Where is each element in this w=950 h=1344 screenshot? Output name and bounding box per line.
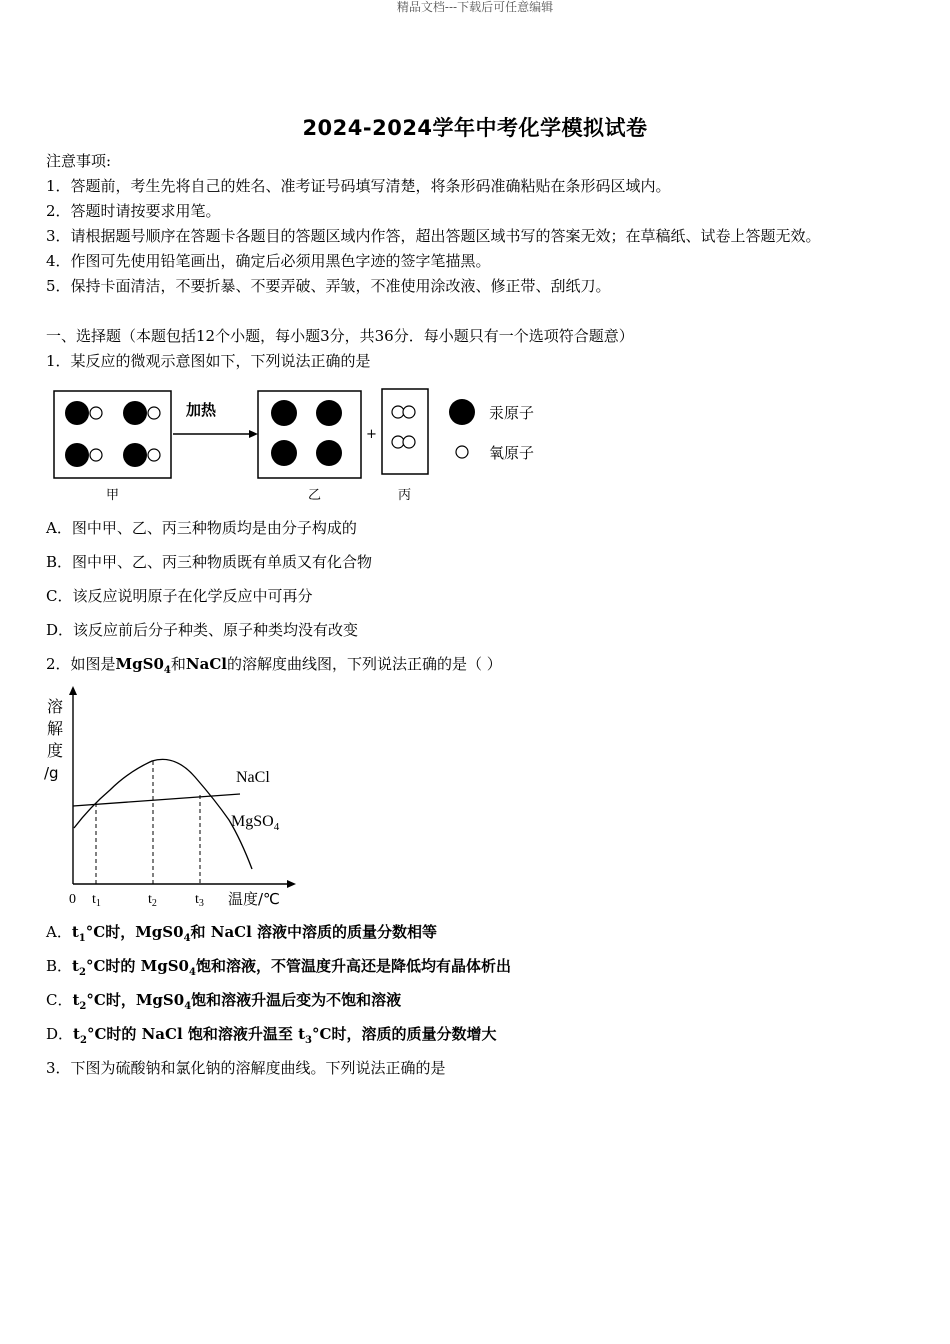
x-axis-label: 温度/℃ bbox=[228, 890, 280, 908]
hgo-molecule bbox=[123, 401, 160, 425]
hg-atom bbox=[271, 440, 297, 466]
reaction-diagram bbox=[46, 383, 566, 508]
mgso4-label: MgSO bbox=[231, 813, 274, 830]
plus-sign: + bbox=[366, 427, 377, 442]
hgo-molecule bbox=[65, 401, 102, 425]
option-t: t bbox=[73, 1025, 80, 1043]
option-text-a: °C时的 NaCl 饱和溶液升温至 t bbox=[86, 1025, 306, 1043]
option-text-b: 饱和溶液，不管温度升高还是降低均有晶体析出 bbox=[195, 957, 511, 975]
option-t-sub: 2 bbox=[78, 967, 86, 978]
hgo-molecule bbox=[65, 443, 102, 467]
y-axis-arrow bbox=[69, 686, 77, 695]
option-t: t bbox=[72, 991, 80, 1009]
option-text-b: 饱和溶液升温后变为不饱和溶液 bbox=[191, 991, 402, 1009]
hgo-molecule bbox=[123, 443, 160, 467]
nacl-label: NaCl bbox=[236, 769, 270, 786]
page-title: 2024-2024学年中考化学模拟试卷 bbox=[302, 116, 648, 140]
x-tick-t3: t bbox=[195, 892, 199, 907]
question-1-stem: 1．某反应的微观示意图如下，下列说法正确的是 bbox=[46, 352, 371, 370]
notice-item-4: 4．作图可先使用铅笔画出，确定后必须用黑色字迹的签字笔描黑。 bbox=[46, 252, 491, 270]
option-text-b: 和 NaCl 溶液中溶质的质量分数相等 bbox=[190, 923, 438, 941]
box-yi bbox=[258, 391, 361, 478]
x-axis-arrow bbox=[287, 880, 296, 888]
q1-option-c: C．该反应说明原子在化学反应中可再分 bbox=[46, 587, 313, 605]
q2-option-b bbox=[46, 957, 511, 982]
x-tick-t1-sub: 1 bbox=[95, 898, 101, 909]
q2-stem-sub: 4 bbox=[163, 665, 171, 676]
o2-molecule bbox=[392, 436, 415, 448]
option-sub2: 4 bbox=[184, 1001, 192, 1012]
box-bing bbox=[382, 389, 428, 474]
svg-text:MgSO4 bbox=[231, 813, 280, 833]
notice-item-1: 1．答题前，考生先将自己的姓名、准考证号码填写清楚，将条形码准确粘贴在条形码区域内。 bbox=[46, 177, 671, 195]
y-label-char: 度 bbox=[47, 741, 64, 760]
label-jia: 甲 bbox=[106, 488, 120, 503]
label-bing: 丙 bbox=[398, 488, 412, 503]
label-yi: 乙 bbox=[308, 488, 322, 503]
hg-atom bbox=[316, 400, 342, 426]
q1-option-a: A．图中甲、乙、丙三种物质均是由分子构成的 bbox=[46, 519, 357, 537]
q2-option-d bbox=[46, 1025, 496, 1050]
option-sub2: 3 bbox=[305, 1035, 313, 1046]
option-t-sub: 1 bbox=[78, 933, 86, 944]
x-tick-t2: t bbox=[148, 892, 152, 907]
x-tick-t1: t bbox=[92, 892, 96, 907]
section-1-heading: 一、选择题（本题包括12个小题，每小题3分，共36分．每小题只有一个选项符合题意） bbox=[46, 327, 634, 345]
q1-option-b: B．图中甲、乙、丙三种物质既有单质又有化合物 bbox=[46, 553, 373, 571]
legend-o-label: 氧原子 bbox=[489, 444, 535, 462]
x-origin-label: 0 bbox=[69, 892, 76, 907]
option-text-a: °C时的 MgS0 bbox=[85, 957, 189, 975]
option-text-a: °C时，MgS0 bbox=[85, 923, 184, 941]
q2-option-a bbox=[46, 923, 437, 948]
legend-o-symbol bbox=[456, 446, 468, 458]
option-letter: B． bbox=[46, 957, 73, 975]
x-tick-t3-sub: 3 bbox=[198, 898, 204, 909]
y-label-char: 解 bbox=[47, 719, 64, 738]
notice-heading: 注意事项: bbox=[46, 152, 112, 170]
option-sub2: 4 bbox=[188, 967, 196, 978]
option-letter: D． bbox=[46, 1025, 74, 1043]
o2-molecule bbox=[392, 406, 415, 418]
solubility-chart bbox=[40, 682, 310, 912]
y-label-char: 溶 bbox=[47, 697, 64, 716]
option-t-sub: 2 bbox=[79, 1035, 87, 1046]
option-letter: A． bbox=[46, 923, 72, 941]
option-text-b: °C时，溶质的质量分数增大 bbox=[312, 1025, 497, 1043]
arrow-label: 加热 bbox=[186, 401, 217, 419]
mgso4-label-sub: 4 bbox=[273, 821, 280, 833]
q2-stem-prefix: 2．如图是 bbox=[46, 655, 116, 673]
legend-hg-label: 汞原子 bbox=[489, 404, 535, 422]
arrow-head bbox=[249, 430, 258, 438]
q2-option-c bbox=[46, 991, 401, 1016]
x-tick-t2-sub: 2 bbox=[151, 898, 157, 909]
notice-item-3: 3．请根据题号顺序在答题卡各题目的答题区域内作答，超出答题区域书写的答案无效；在草稿纸、试卷上答题无效。 bbox=[46, 227, 821, 245]
option-text-a: °C时，MgS0 bbox=[86, 991, 185, 1009]
y-label-char: /g bbox=[44, 764, 59, 782]
notice-item-2: 2．答题时请按要求用笔。 bbox=[46, 202, 221, 220]
q2-stem-nacl: NaCl bbox=[185, 655, 227, 673]
notice-item-5: 5．保持卡面清洁，不要折暴、不要弄破、弄皱，不准使用涂改液、修正带、刮纸刀。 bbox=[46, 277, 611, 295]
header-note: 精品文档---下载后可任意编辑 bbox=[396, 0, 554, 14]
question-2-stem bbox=[46, 655, 502, 680]
q2-stem-mid: 和 bbox=[170, 655, 186, 673]
option-t: t bbox=[72, 957, 79, 975]
option-sub2: 4 bbox=[183, 933, 191, 944]
hg-atom bbox=[271, 400, 297, 426]
question-3-stem: 3．下图为硫酸钠和氯化钠的溶解度曲线。下列说法正确的是 bbox=[46, 1059, 446, 1077]
q2-stem-mgso4: MgS0 bbox=[115, 655, 164, 673]
svg-text:t2 bbox=[148, 892, 157, 909]
mgso4-curve bbox=[74, 759, 252, 869]
svg-text:t1 bbox=[92, 892, 101, 909]
q2-stem-suffix: 的溶解度曲线图，下列说法正确的是（ ） bbox=[226, 655, 502, 673]
svg-text:t3 bbox=[195, 892, 204, 909]
option-letter: C． bbox=[46, 991, 73, 1009]
legend-hg-symbol bbox=[449, 399, 475, 425]
option-t-sub: 2 bbox=[79, 1001, 87, 1012]
q1-option-d: D．该反应前后分子种类、原子种类均没有改变 bbox=[46, 621, 359, 639]
option-t: t bbox=[71, 923, 79, 941]
hg-atom bbox=[316, 440, 342, 466]
